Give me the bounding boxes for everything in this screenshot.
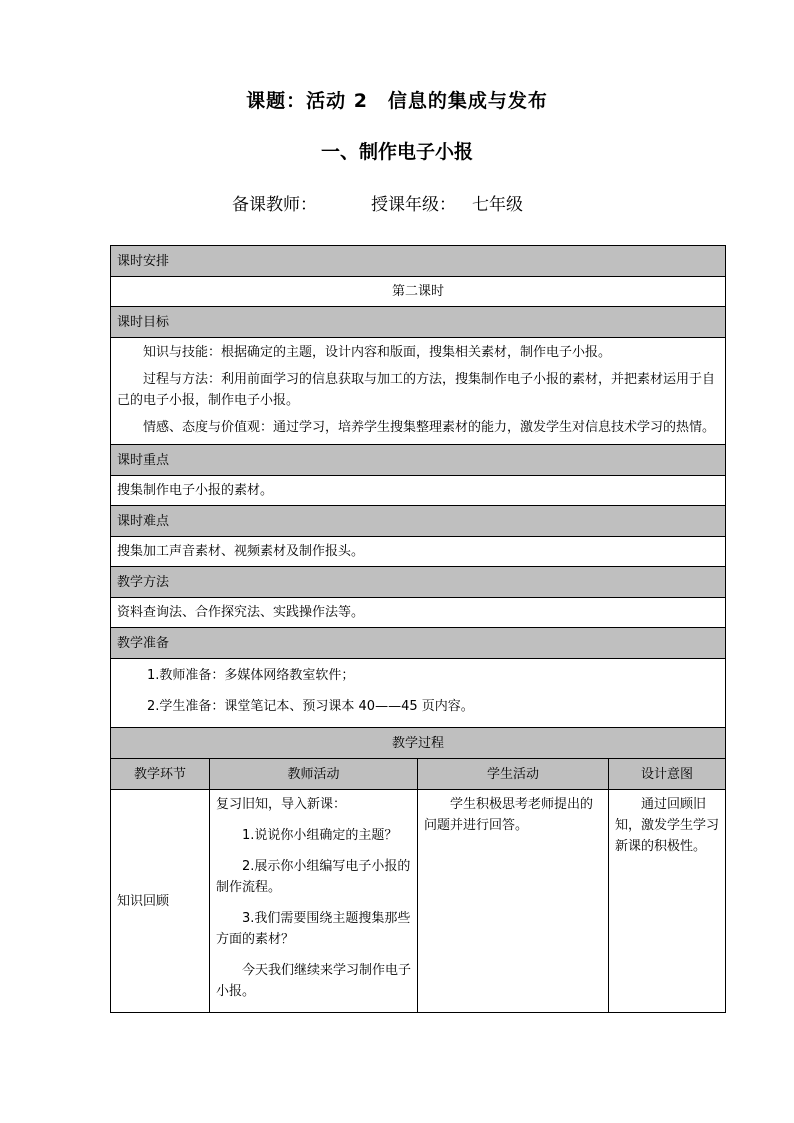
process-columns-row xyxy=(111,759,726,790)
difficult-row xyxy=(111,537,726,567)
goals-header-row xyxy=(111,307,726,338)
teacher-activity-q1: 1.说说你小组确定的主题？ xyxy=(242,828,398,843)
design-intent-cell xyxy=(609,790,726,1013)
lesson-title: 课题：活动 2 信息的集成与发布 xyxy=(246,90,548,112)
student-activity-text: 学生积极思考老师提出的问题并进行回答。 xyxy=(424,797,594,833)
key-header-row xyxy=(111,445,726,476)
goal-knowledge: 知识与技能：根据确定的主题，设计内容和版面，搜集相关素材，制作电子小报。 xyxy=(143,345,612,360)
difficult-value: 搜集加工声音素材、视频素材及制作报头。 xyxy=(111,537,726,567)
lesson-plan-table xyxy=(110,245,726,1013)
col-teacher: 教师活动 xyxy=(210,759,418,790)
prep-row xyxy=(111,659,726,728)
lesson-subtitle: 一、制作电子小报 xyxy=(320,141,473,163)
schedule-header: 课时安排 xyxy=(111,246,726,277)
teacher-activity-q2: 2.展示你小组编写电子小报的制作流程。 xyxy=(216,859,411,895)
goal-process: 过程与方法：利用前面学习的信息获取与加工的方法，搜集制作电子小报的素材，并把素材运用于自己的电子小报，制作电子小报。 xyxy=(117,372,716,408)
method-header-row xyxy=(111,567,726,598)
stage-cell: 知识回顾 xyxy=(111,790,210,1013)
student-activity-cell xyxy=(418,790,609,1013)
prep-header: 教学准备 xyxy=(111,628,726,659)
process-row-review xyxy=(111,790,726,1013)
goal-attitude: 情感、态度与价值观：通过学习，培养学生搜集整理素材的能力，激发学生对信息技术学习的热情。 xyxy=(143,420,716,435)
key-value: 搜集制作电子小报的素材。 xyxy=(111,476,726,506)
teacher-activity-cell xyxy=(210,790,418,1013)
teacher-activity-q3: 3.我们需要围绕主题搜集那些方面的素材？ xyxy=(216,911,411,947)
process-header: 教学过程 xyxy=(111,728,726,759)
difficult-header: 课时难点 xyxy=(111,506,726,537)
prep-cell xyxy=(111,659,726,728)
method-row xyxy=(111,598,726,628)
schedule-header-row xyxy=(111,246,726,277)
key-row xyxy=(111,476,726,506)
grade-value: 七年级 xyxy=(472,195,523,215)
teacher-label: 备课教师： xyxy=(232,195,317,215)
prep-student: 2.学生准备：课堂笔记本、预习课本 40——45 页内容。 xyxy=(147,699,474,714)
teacher-activity-intro: 复习旧知，导入新课： xyxy=(216,797,347,812)
key-header: 课时重点 xyxy=(111,445,726,476)
method-header: 教学方法 xyxy=(111,567,726,598)
prep-teacher: 1.教师准备：多媒体网络教室软件； xyxy=(147,668,355,683)
col-student: 学生活动 xyxy=(418,759,609,790)
teacher-activity-close: 今天我们继续来学习制作电子小报。 xyxy=(216,963,412,999)
process-header-row xyxy=(111,728,726,759)
schedule-row xyxy=(111,277,726,307)
method-value: 资料查询法、合作探究法、实践操作法等。 xyxy=(111,598,726,628)
schedule-value: 第二课时 xyxy=(111,277,726,307)
goals-header: 课时目标 xyxy=(111,307,726,338)
lesson-meta xyxy=(232,190,523,215)
grade-label: 授课年级： xyxy=(371,195,456,215)
goals-row xyxy=(111,338,726,445)
difficult-header-row xyxy=(111,506,726,537)
design-intent-text: 通过回顾旧知，激发学生学习新课的积极性。 xyxy=(615,797,720,854)
goals-cell xyxy=(111,338,726,445)
col-stage: 教学环节 xyxy=(111,759,210,790)
prep-header-row xyxy=(111,628,726,659)
col-intent: 设计意图 xyxy=(609,759,726,790)
